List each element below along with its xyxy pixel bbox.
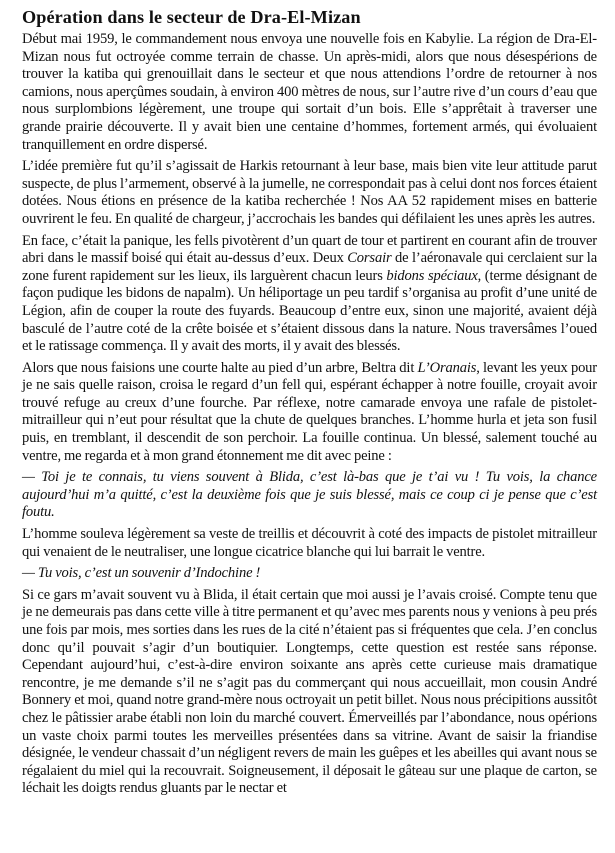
paragraph-1: Début mai 1959, le commandement nous envoya une nouvelle fois en Kabylie. La région de Dra-El-Mizan nous fut octroyée comme terrain de chasse. Un après-midi, alors que nous désespérions de trouver la katiba qui grenouillait dans le secteur et que nous attendions l’ordre de retourner à nos camions, nous aperçûmes soudain, à environ 400 mètres de nous, sur l’autre rive d’un cours d’eau que nous surplombions légèrement, une troupe qui sortait d’un bois. Elle s’apprêtait à traverser une grande prairie découverte. Il y avait bien une centaine d’hommes, fortement armés, qui évoluaient tranquillement en ordre dispersé. <box>22 31 597 153</box>
text-segment: , levant les yeux pour je ne sais quelle raison, croisa le regard d’un fell qui, espérant échapper à notre fouille, croyait avoir trouvé refuge au creux d’une fourche. Par réflexe, notre camarade envoya une rafale de pistolet-mitrailleur qui n’eut pour résultat que la chute de quelques branches. L’homme hurla et jeta son fusil puis, en tremblant, il descendit de son perchoir. La fouille continua. Un blessé, salement touché au ventre, me regarda et à mon grand étonnement me dit avec peine : <box>22 359 598 464</box>
paragraph-8: Si ce gars m’avait souvent vu à Blida, il était certain que moi aussi je l’avais croisé. Compte tenu que je ne demeurais pas dans cette ville à titre permanent et qu’avec mes parents nous y venions à peu prés une fois par mois, mes sorties dans les rues de la cité n’étaient pas si fréquentes que cela. J’en conclus donc qu’il pouvait s’agir d’un boutiquier. Longtemps, cette question est restée sans réponse. Cependant aujourd’hui, c’est-à-dire environ soixante ans après cette curieuse mais dramatique rencontre, je me demande s’il ne s’agit pas du commerçant qui nous accueillait, mon cousin André Bonnery et moi, quand notre grand-mère nous octroyait un petit billet. Nous nous précipitions aussitôt chez le pâtissier arabe établi non loin du marché couvert. Émerveillés par l’abondance, nous opérions un vaste choix parmi toutes les merveilles présentées dans sa vitrine. Avant de saisir la friandise désignée, le vendeur chassait d’un négligent revers de main les guêpes et les abeilles qui avant nous se régalaient du miel qui la recouvrait. Soigneusement, il déposait le gâteau sur une plaque de carton, se léchait les doigts rendus gluants par le nectar et <box>22 586 597 797</box>
italic-corsair: Corsair <box>347 250 392 267</box>
dialogue-text: — Toi je te connais, tu viens souvent à Blida, c’est là-bas que je t’ai vu ! Tu vois, la chance aujourd’hui m’a quitté, c’est la deuxième fois que je suis blessé, mais ce coup ci je pense que c’est foutu. <box>22 469 597 521</box>
dialogue-text: — Tu vois, c’est un souvenir d’Indochine ! <box>22 565 261 582</box>
paragraph-6: L’homme souleva légèrement sa veste de treillis et découvrit à coté des impacts de pistolet mitrailleur qui venaient de le neutraliser, une longue cicatrice blanche qui lui barrait le ventre. <box>22 526 597 560</box>
text-segment: En face, c’était la panique, les fells pivotèrent d’un quart de tour et partirent en courant afin de trouver abri dans le massif boisé qui était au-dessus d’eux. Deux <box>22 232 597 267</box>
text-segment: Alors que nous faisions une courte halte au pied d’un arbre, Beltra dit <box>22 359 418 376</box>
dialogue-2 <box>22 565 597 583</box>
text-segment: de l’aéronavale qui cerclaient sur la zone furent rapidement sur les lieux, ils larguèrent chacun leurs <box>22 250 597 284</box>
page-title: Opération dans le secteur de Dra-El-Mizan <box>22 7 361 27</box>
paragraph-3 <box>22 233 597 356</box>
paragraph-4 <box>22 360 597 466</box>
italic-bidons-speciaux: bidons spéciaux <box>386 267 478 284</box>
paragraph-2: L’idée première fut qu’il s’agissait de Harkis retournant à leur base, mais bien vite leur attitude parut suspecte, de plus l’armement, observé à la jumelle, ne correspondait pas à celui dont nos forces étaient dotées. Nous étions en présence de la katiba recherchée ! Nos AA 52 rapidement mises en batterie ouvrirent le feu. En qualité de chargeur, j’accrochais les bandes qui défilaient les unes après les autres. <box>22 158 597 227</box>
italic-oranais: L’Oranais <box>417 359 477 376</box>
text-segment: , (terme désignant de façon pudique les bidons de napalm). Un héliportage un peu tardif s’organisa au profit d’une unité de Légion, afin de couper la route des fuyards. Beaucoup d’entre eux, sinon une majorité, avaient déjà basculé de l’autre coté de la crête boisée et s’étaient dissous dans la nature. Nous traversâmes l’oued et le ratissage commença. Il y avait des morts, il y avait des blessés. <box>22 267 597 355</box>
dialogue-1 <box>22 469 597 522</box>
document-page <box>22 6 597 802</box>
